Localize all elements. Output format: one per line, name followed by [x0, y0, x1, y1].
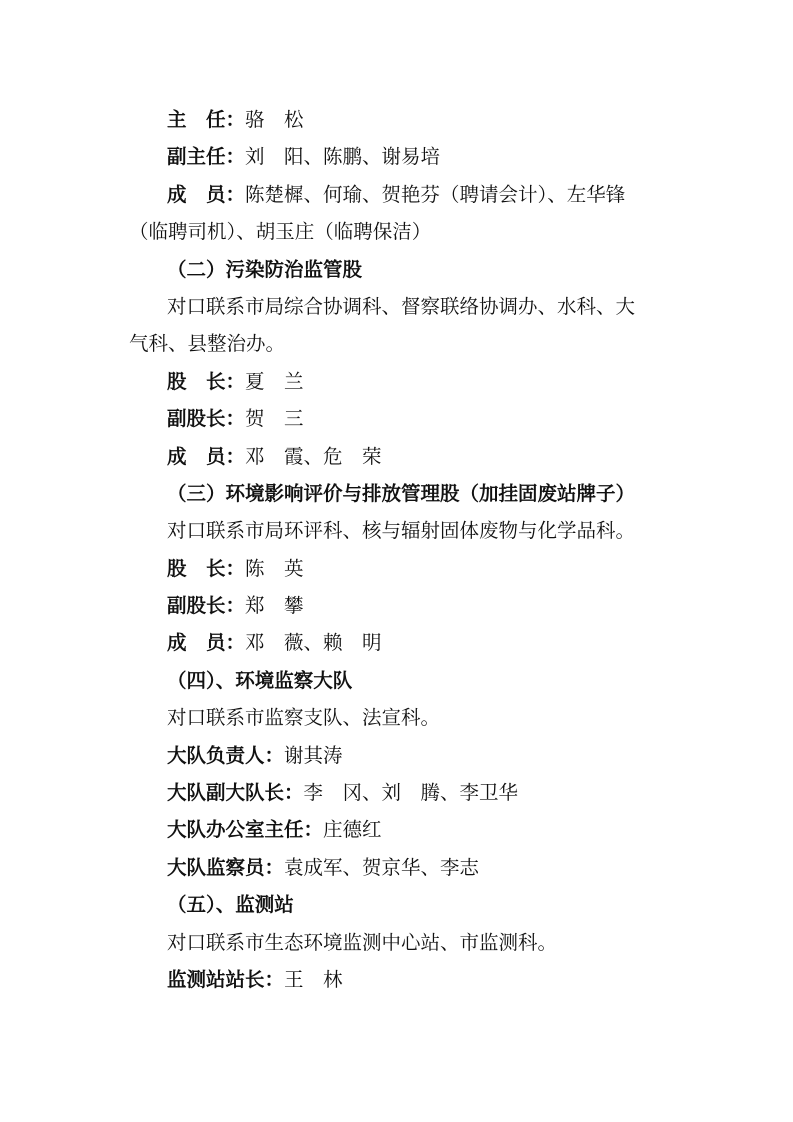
pollution-deputy-line	[129, 400, 674, 437]
director-value: 骆 松	[245, 108, 304, 131]
pollution-chief-line	[129, 363, 674, 400]
pollution-members-label: 成 员：	[167, 444, 246, 468]
section-heading-pollution: （二）污染防治监管股	[167, 257, 363, 281]
eia-chief-line	[129, 550, 674, 587]
inspection-head-label: 大队负责人：	[167, 743, 285, 767]
inspection-inspectors-label: 大队监察员：	[167, 855, 285, 879]
monitoring-liaison-line: 对口联系市生态环境监测中心站、市监测科。	[167, 930, 558, 954]
inspection-office-label: 大队办公室主任：	[167, 818, 324, 842]
deputy-director-label: 副主任：	[167, 145, 246, 169]
monitoring-chief-line	[129, 961, 674, 998]
pollution-members-value: 邓 霞、危 荣	[245, 444, 382, 468]
document-body	[129, 101, 674, 998]
deputy-director-line	[129, 138, 674, 175]
deputy-director-value: 刘 阳、陈鹏、谢易培	[245, 145, 441, 169]
pollution-deputy-label: 副股长：	[167, 407, 246, 431]
pollution-liaison-line-1: 对口联系市局综合协调科、督察联络协调办、水科、大	[167, 294, 636, 318]
eia-deputy-line	[129, 587, 674, 624]
eia-members-line	[129, 624, 674, 661]
section-heading-inspection: （四）、环境监察大队	[167, 668, 353, 692]
pollution-chief-label: 股 长：	[167, 369, 246, 393]
eia-deputy-label: 副股长：	[167, 594, 246, 618]
eia-chief-label: 股 长：	[167, 556, 246, 580]
office-members-continuation: （临聘司机）、胡玉庄（临聘保洁）	[129, 220, 432, 244]
inspection-deputy-line	[129, 774, 674, 811]
inspection-head-value: 谢其涛	[284, 743, 343, 767]
office-members-line	[129, 176, 674, 213]
eia-members-value: 邓 薇、赖 明	[245, 631, 382, 655]
inspection-inspectors-value: 袁成军、贺京华、李志	[284, 855, 480, 879]
section-heading-eia: （三）环境影响评价与排放管理股（加挂固废站牌子）	[167, 481, 636, 505]
inspection-head-line	[129, 737, 674, 774]
inspection-inspectors-line	[129, 849, 674, 886]
pollution-chief-value: 夏 兰	[245, 369, 304, 393]
inspection-liaison-line: 对口联系市监察支队、法宣科。	[167, 706, 441, 730]
monitoring-chief-label: 监测站站长：	[167, 967, 285, 991]
office-members-label: 成 员：	[167, 182, 246, 206]
pollution-liaison-line-2: 气科、县整治办。	[129, 332, 286, 356]
eia-deputy-value: 郑 攀	[245, 594, 304, 618]
office-members-value: 陈楚樨、何瑜、贺艳芬（聘请会计）、左华锋	[245, 182, 626, 206]
eia-chief-value: 陈 英	[245, 556, 304, 580]
director-line	[129, 101, 674, 138]
inspection-deputy-label: 大队副大队长：	[167, 781, 304, 805]
inspection-office-line	[129, 811, 674, 848]
section-heading-monitoring: （五）、监测站	[167, 893, 294, 917]
pollution-deputy-value: 贺 三	[245, 407, 304, 431]
monitoring-chief-value: 王 林	[284, 967, 343, 991]
inspection-deputy-value: 李 冈、刘 腾、李卫华	[303, 781, 519, 805]
inspection-office-value: 庄德红	[323, 818, 382, 842]
eia-members-label: 成 员：	[167, 631, 246, 655]
pollution-members-line	[129, 438, 674, 475]
director-label: 主 任：	[167, 108, 246, 131]
eia-liaison-line: 对口联系市局环评科、核与辐射固体废物与化学品科。	[167, 519, 636, 543]
